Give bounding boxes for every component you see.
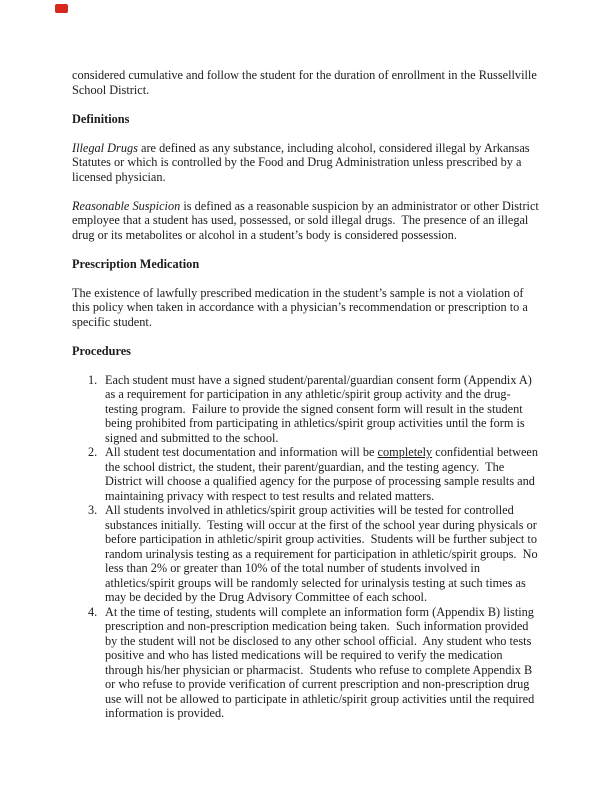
procedures-list <box>72 373 540 721</box>
procedure-item-2-number: 2. <box>88 445 98 459</box>
reasonable-suspicion-term: Reasonable Suspicion <box>72 198 181 213</box>
procedure-item-4-text: At the time of testing, students will complete an information form (Appendix B) listing prescription and non-prescription medication being taken. Such information provided by the student will not be disclosed to any other school official. Any student who tests positive and who has listed medications will be required to verify the medication through his/her physician or pharmacist. Students who refuse to complete Appendix B or who refuse to provide verification of current prescription and non-prescription drug use will not be allowed to participate in athletic/spirit group activities until the required information is provided. <box>105 604 538 720</box>
procedure-item-2-text-after: confidential between the school district, the student, their parent/guardian, and the testing agency. The District will choose a qualified agency for the purpose of processing sample results and maintaining privacy with respect to test results and related matters. <box>105 445 542 503</box>
definitions-heading: Definitions <box>72 111 130 126</box>
procedure-item-4-number: 4. <box>88 604 98 619</box>
procedure-item-2-text <box>105 445 540 503</box>
procedure-item-3-number: 3. <box>88 503 98 517</box>
procedure-item-4 <box>72 605 540 721</box>
procedure-item-1-number: 1. <box>88 372 98 387</box>
red-annotation-mark <box>55 4 68 13</box>
procedure-item-1-text: Each student must have a signed student/parental/guardian consent form (Appendix A) as a requirement for participation in any athletic/spirit group activity and the drug-testing program. Failure to provide the signed consent form will result in the student being prohibited from participating in athletics/spirit group activities until the form is signed and submitted to the school. <box>105 372 535 445</box>
illegal-drugs-definition <box>72 141 540 185</box>
procedure-item-3-text: All students involved in athletics/spirit group activities will be tested for controlled substances initially. Testing will occur at the first of the school year during physicals or before participation in athletic/spirit group activities. Students will be further subject to random urinalysis testing as a requirement for participation in athletic/spirit groups. No less than 2% or greater than 10% of the total number of students involved in athletics/spirit groups will be randomly selected for urinalysis testing at such times as may be decided by the Drug Advisory Committee of each school. <box>105 503 541 604</box>
procedure-item-3 <box>72 503 540 605</box>
policy-text-body <box>72 68 540 721</box>
reasonable-suspicion-definition <box>72 199 540 243</box>
procedure-item-2-text-before: All student test documentation and information will be <box>105 445 378 459</box>
procedure-item-2-underlined-word: completely <box>377 445 433 459</box>
intro-paragraph: considered cumulative and follow the student for the duration of enrollment in the Russellville School District. <box>72 68 540 97</box>
illegal-drugs-definition-text: are defined as any substance, including alcohol, considered illegal by Arkansas Statutes or which is controlled by the Food and Drug Administration unless prescribed by a licensed physician. <box>72 140 533 184</box>
procedures-heading: Procedures <box>72 343 131 358</box>
illegal-drugs-term: Illegal Drugs <box>72 140 138 155</box>
prescription-medication-paragraph: The existence of lawfully prescribed medication in the student’s sample is not a violation of this policy when taken in accordance with a physician’s recommendation or prescription to a specific student. <box>72 285 531 329</box>
procedure-item-1 <box>72 373 540 446</box>
prescription-medication-heading: Prescription Medication <box>72 256 200 271</box>
procedure-item-2 <box>72 445 540 503</box>
reasonable-suspicion-definition-text: is defined as a reasonable suspicion by an administrator or other District employee that a student has used, possessed, or sold illegal drugs. The presence of an illegal drug or its metabolites or alcohol in a student’s body is considered possession. <box>72 198 542 242</box>
